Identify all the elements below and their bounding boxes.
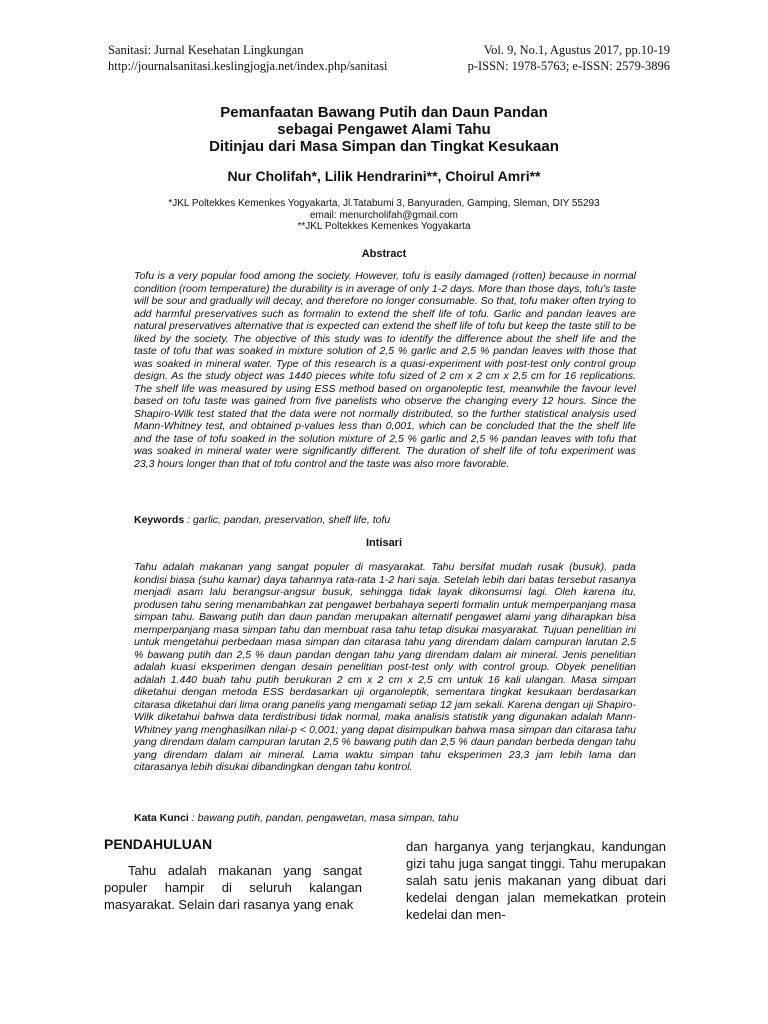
abstract-heading: Abstract — [361, 248, 407, 260]
abstract-keywords — [134, 514, 636, 527]
section-heading-pendahuluan: PENDAHULUAN — [104, 836, 213, 852]
affiliation-line-3: **JKL Poltekkes Kemenkes Yogyakarta — [297, 221, 471, 232]
journal-volume: Vol. 9, No.1, Agustus 2017, pp.10-19 — [483, 43, 670, 57]
affiliation-line-1: *JKL Poltekkes Kemenkes Yogyakarta, Jl.Tatabumi 3, Banyuraden, Gamping, Sleman, DIY 55293 — [168, 198, 600, 209]
left-paragraph: Tahu adalah makanan yang sangat populer hampir di seluruh kalangan masyarakat. Selain dari rasanya yang enak — [104, 863, 362, 912]
left-column — [104, 836, 362, 913]
kata-kunci-text: : bawang putih, pandan, pengawetan, masa simpan, tahu — [188, 812, 459, 824]
journal-name: Sanitasi: Jurnal Kesehatan Lingkungan — [108, 43, 304, 57]
intisari-keywords — [134, 812, 636, 825]
paper-title — [0, 104, 768, 155]
kata-kunci-label: Kata Kunci — [134, 812, 189, 824]
journal-header — [108, 42, 670, 74]
author-email: email: menurcholifah@gmail.com — [310, 209, 458, 221]
paper-title-text — [0, 104, 768, 155]
intisari-heading: Intisari — [365, 537, 403, 549]
intisari-body: Tahu adalah makanan yang sangat populer di masyarakat. Tahu bersifat mudah rusak (busuk), pada kondisi biasa (suhu kamar) daya tahannya rata-rata 1-2 hari saja. Setelah lebih dari batas tersebut rasanya menjadi asam lalu berangsur-angsur busuk, sehingga tidak layak dikonsumsi lagi. Oleh karena itu, produsen tahu sering menambahkan zat pengawet berbahaya seperti formalin untuk memperpanjang masa simpan tahu. Bawang putih dan daun pandan merupakan alternatif pengawet alami yang diharapkan bisa memperpanjang masa simpan tahu dan membuat rasa tahu tetap disukai masyarakat. Tujuan penelitian ini untuk mengetahui perbedaan masa simpan dan citarasa tahu yang direndam dalam campuran larutan 2,5 % bawang putih dan 2,5 % daun pandan dengan tahu yang direndam dalam air mineral. Jenis penelitian adalah kuasi eksperimen dengan desain penelitian post-test only with control group. Obyek penelitian adalah 1.440 buah tahu putih berukuran 2 cm x 2 cm x 2,5 cm untuk 16 kali ulangan. Masa simpan diketahui dengan metoda ESS berdasarkan uji organoleptik, sementara tingkat kesukaan berdasarkan citarasa diketahui dari lima orang panelis yang mengamati setiap 12 jam sekali. Karena dengan uji Shapiro-Wilk diketahui bahwa data terdistribusi tidak normal, maka analisis statistik yang digunakan adalah Mann-Whitney yang menghasilkan nilai-p < 0,001; yang dapat disimpulkan bahwa masa simpan dan citarasa tahu yang direndam dalam campuran larutan 2,5 % bawang putih dan 2,5 % daun pandan berbeda dengan tahu yang direndam dalam air mineral. Lama waktu simpan tahu eksperimen 23,3 jam lebih lama dan citarasanya lebih disukai dibandingkan dengan tahu kontrol. — [134, 561, 636, 773]
journal-url[interactable]: http://journalsanitasi.keslingjogja.net/index.php/sanitasi — [108, 59, 388, 73]
title-line-1: Pemanfaatan Bawang Putih dan Daun Pandan — [220, 104, 548, 121]
title-line-3: Ditinjau dari Masa Simpan dan Tingkat Kesukaan — [209, 138, 559, 155]
right-paragraph: dan harganya yang terjangkau, kandungan gizi tahu juga sangat tinggi. Tahu merupakan salah satu jenis makanan yang dibuat dari kedelai dengan jalan memekatkan protein kedelai dan men- — [406, 839, 666, 922]
abstract-body: Tofu is a very popular food among the society. However, tofu is easily damaged (rotten) because in normal condition (room temperature) the durability is in average of only 1-2 days. More than those days, tofu’s taste will be sour and gradually will decay, and therefore no longer consumable. So that, tofu maker often trying to add harmful preservatives such as formalin to extend the shelf life of tofu. Garlic and pandan leaves are natural preservatives alternative that is expected can extend the shelf life of tofu but keep the taste still to be liked by the society. The objective of this study was to identify the difference about the shelf life and the taste of tofu that was soaked in mixture solution of 2,5 % garlic and 2,5 % pandan leaves with those that was soaked in mineral water. Type of this research is a quasi-experiment with post-test only control group design. As the study object was 1440 pieces white tofu sized of 2 cm x 2 cm x 2,5 cm for 16 replications. The shelf life was measured by using ESS method based on organoleptic test, meanwhile the favour level based on tofu taste was gained from five panelists who observe the changing every 12 hours. Since the Shapiro-Wilk test stated that the data were not normally distributed, so the further statistical analysis used Mann-Whitney test, and obtained p-values less than 0,001, which can be concluded that the the shelf life and the tase of tofu soaked in the solution mixture of 2,5 % garlic and 2,5 % pandan leaves with tofu that was soaked in mineral water were significantly different. The duration of shelf life of tofu experiment was 23,3 hours longer than that of tofu control and the taste was also more favorable. — [134, 270, 636, 470]
keywords-text: : garlic, pandan, preservation, shelf life, tofu — [184, 514, 391, 526]
title-line-2: sebagai Pengawet Alami Tahu — [277, 121, 491, 138]
affiliations — [0, 198, 768, 233]
keywords-label: Keywords — [134, 514, 185, 526]
right-column — [406, 838, 666, 923]
journal-issn: p-ISSN: 1978-5763; e-ISSN: 2579-3896 — [467, 59, 670, 73]
author-list: Nur Cholifah*, Lilik Hendrarini**, Choirul Amri** — [227, 168, 541, 184]
